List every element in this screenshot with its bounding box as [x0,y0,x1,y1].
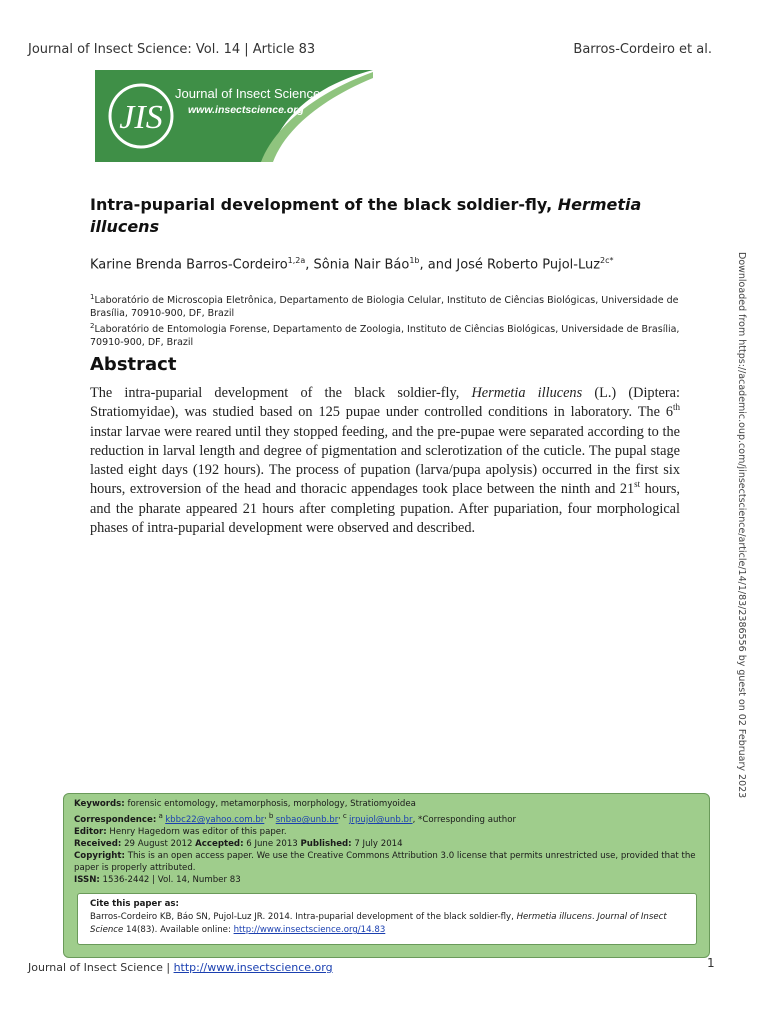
paper-title [90,194,650,238]
dates-line [74,838,699,850]
affiliation-sup: 2 [90,322,95,331]
footer-journal: Journal of Insect Science | [28,961,174,974]
cite-part: 14(83). Available online: [123,925,234,935]
author-separator: , [305,257,314,273]
author-separator: , and [419,257,457,273]
banner-journal-name: Journal of Insect Science [175,86,321,101]
copyright-label: Copyright: [74,850,125,861]
published-value: 7 July 2014 [351,838,403,849]
issn-line [74,874,699,886]
corr-sup: a [156,811,166,820]
cite-part: Barros-Cordeiro KB, Báo SN, Pujol-Luz JR. 2014. Intra-puparial development of the black soldier-fly, [90,912,517,922]
email-link-a[interactable]: kbbc22@yahoo.com.br [165,814,265,825]
banner-journal-url: www.insectscience.org [188,104,304,116]
accepted-value: 6 June 2013 [243,838,301,849]
corr-sup: , c [338,811,350,820]
page-number: 1 [707,956,715,970]
published-label: Published: [300,838,352,849]
issn-label: ISSN: [74,874,100,885]
download-notice: Downloaded from https://academic.oup.com/jinsectscience/article/14/1/83/2386556 by guest on 02 February 2023 [736,252,747,799]
author-name: Karine Brenda Barros-Cordeiro [90,257,288,273]
author-affil-sup: 2c* [600,256,614,265]
abstract-text [90,384,680,538]
abstract-sup: st [634,479,641,490]
correspondence-label: Correspondence: [74,814,157,825]
citation-text [90,911,684,937]
affiliation-text: Laboratório de Microscopia Eletrônica, Departamento de Biologia Celular, Instituto de Ciências Biológicas, Universidade de Brasília, 70910-900, DF, Brazil [90,295,679,320]
author-list [90,256,690,272]
affiliations [90,291,690,349]
keywords-line [74,798,699,810]
abstract-heading: Abstract [90,354,177,375]
cite-journal: Journal of Insect Science [90,912,667,935]
abstract-sup: th [672,402,680,413]
abstract-part: The intra-puparial development of the black soldier-fly, [90,385,472,401]
journal-banner [95,70,373,162]
cite-species: Hermetia illucens [516,912,592,922]
cite-label: Cite this paper as: [90,899,179,909]
author-affil-sup: 1,2a [287,256,306,265]
footer-link[interactable]: http://www.insectscience.org [173,961,333,974]
received-value: 29 August 2012 [121,838,196,849]
title-species: Hermetia illucens [90,195,642,236]
accepted-label: Accepted: [195,838,244,849]
keywords-label: Keywords: [74,799,125,809]
title-main: Intra-puparial development of the black soldier-fly, [90,195,558,214]
running-header-authors: Barros-Cordeiro et al. [573,42,712,57]
affiliation-2 [90,320,690,349]
correspondence-line [74,810,699,826]
affiliation-1 [90,291,690,320]
abstract-part: instar larvae were reared until they stopped feeding, and the pre-pupae were separated according to the reduction in larval length and degree of pigmentation and sclerotization of the cuticle. The pupal stage lasted eight days (192 hours). The process of pupation (larva/pupa apolysis) occurred in the first six hours, extroversion of the head and thoracic appendages took place between the ninth and 21 [90,423,680,498]
editor-value: Henry Hagedorn was editor of this paper. [106,826,287,837]
editor-label: Editor: [74,826,107,837]
article-info-box [63,793,710,958]
corr-note: , *Corresponding author [412,814,517,825]
abstract-part: (L.) (Diptera: Stratiomyidae), was studied based on 125 pupae under controlled conditions in laboratory. The 6 [90,385,680,421]
citation-box [77,893,697,945]
author-name: Sônia Nair Báo [313,257,410,273]
received-label: Received: [74,838,122,849]
email-link-c[interactable]: jrpujol@unb.br [349,814,413,825]
email-link-b[interactable]: snbao@unb.br [275,814,339,825]
running-header-journal: Journal of Insect Science: Vol. 14 | Article 83 [28,42,316,57]
cite-part: . [591,912,598,922]
abstract-species: Hermetia illucens [471,385,583,401]
affiliation-text: Laboratório de Entomologia Forense, Departamento de Zoologia, Instituto de Ciências Biológicas, Universidade de Brasília, 70910-900, DF, Brazil [90,324,680,349]
journal-logo-letters: JIS [119,99,163,136]
page-footer [28,961,333,974]
affiliation-sup: 1 [90,293,95,301]
abstract-part: hours, and the pharate appeared 21 hours after completing pupation. After pupariation, four morphological phases of intra-puparial development were observed and described. [90,481,680,537]
keywords-value: forensic entomology, metamorphosis, morphology, Stratiomyoidea [124,799,416,809]
author-affil-sup: 1b [409,256,420,265]
copyright-line [74,850,699,874]
copyright-value: This is an open access paper. We use the Creative Commons Attribution 3.0 license that permits unrestricted use, provided that the paper is properly attributed. [74,850,696,873]
cite-link[interactable]: http://www.insectscience.org/14.83 [233,925,386,935]
issn-value: 1536-2442 | Vol. 14, Number 83 [99,874,241,885]
author-name: José Roberto Pujol-Luz [456,257,601,273]
corr-sup: , b [264,811,276,820]
editor-line [74,826,699,838]
